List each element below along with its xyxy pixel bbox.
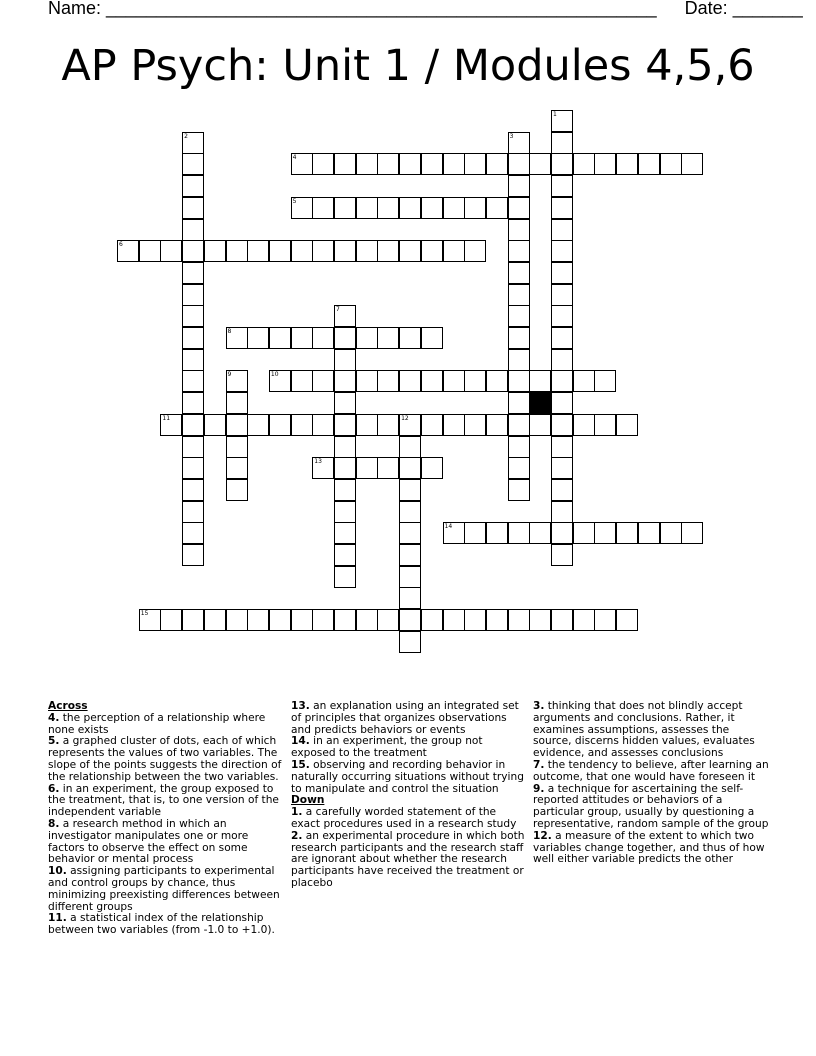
- grid-cell[interactable]: [204, 609, 226, 631]
- grid-cell[interactable]: [356, 327, 378, 349]
- grid-cell[interactable]: [182, 609, 204, 631]
- grid-cell[interactable]: [182, 327, 204, 349]
- grid-cell[interactable]: [508, 132, 530, 154]
- clue-number: 6: [119, 241, 123, 249]
- clue-text: observing and recording behavior in naturally occurring situations without trying to manipulate and control the situation: [291, 758, 524, 795]
- clue-text: in an experiment, the group exposed to the treatment, that is, to one version of the independent variable: [48, 782, 279, 819]
- grid-cell[interactable]: [551, 436, 573, 458]
- grid-cell[interactable]: [226, 436, 248, 458]
- clue-number: 13.: [291, 700, 310, 712]
- grid-cell[interactable]: [508, 327, 530, 349]
- name-label: Name:: [48, 0, 102, 18]
- grid-cell[interactable]: [399, 544, 421, 566]
- grid-cell[interactable]: [421, 197, 443, 219]
- grid-cell[interactable]: [226, 609, 248, 631]
- grid-cell[interactable]: [226, 414, 248, 436]
- grid-cell[interactable]: [356, 370, 378, 392]
- grid-cell[interactable]: [269, 240, 291, 262]
- grid-cell[interactable]: [399, 501, 421, 523]
- clue: [291, 807, 528, 831]
- grid-cell[interactable]: [182, 414, 204, 436]
- grid-cell[interactable]: [486, 197, 508, 219]
- grid-cell[interactable]: [464, 240, 486, 262]
- grid-cell[interactable]: [551, 479, 573, 501]
- grid-cell[interactable]: [573, 522, 595, 544]
- grid-cell[interactable]: [334, 392, 356, 414]
- clue-number: 7.: [533, 758, 545, 771]
- grid-cell[interactable]: [182, 544, 204, 566]
- grid-cell[interactable]: [226, 240, 248, 262]
- grid-cell[interactable]: [312, 240, 334, 262]
- grid-cell[interactable]: [312, 457, 334, 479]
- grid-cell[interactable]: [551, 370, 573, 392]
- grid-cell[interactable]: [377, 457, 399, 479]
- grid-cell[interactable]: [443, 414, 465, 436]
- clue: [533, 784, 770, 831]
- grid-cell[interactable]: [551, 392, 573, 414]
- grid-cell[interactable]: [312, 327, 334, 349]
- grid-cell[interactable]: [356, 609, 378, 631]
- date-line[interactable]: _______: [732, 0, 803, 18]
- grid-cell[interactable]: [247, 240, 269, 262]
- grid-cell[interactable]: [551, 262, 573, 284]
- grid-cell[interactable]: [486, 414, 508, 436]
- grid-cell[interactable]: [334, 153, 356, 175]
- grid-cell[interactable]: [399, 240, 421, 262]
- grid-cell[interactable]: [508, 305, 530, 327]
- grid-cell[interactable]: [334, 370, 356, 392]
- clue-text: thinking that does not blindly accept arguments and conclusions. Rather, it examines assumptions, assesses the source, discerns hidden values, evaluates evidence, and assesses conclusions: [533, 700, 755, 760]
- grid-cell[interactable]: [551, 457, 573, 479]
- grid-cell[interactable]: [139, 240, 161, 262]
- grid-cell[interactable]: [443, 522, 465, 544]
- grid-cell[interactable]: [291, 240, 313, 262]
- clue-number: 8: [227, 328, 232, 335]
- grid-cell[interactable]: [377, 327, 399, 349]
- clue-number: 5: [292, 197, 297, 205]
- grid-cell[interactable]: [182, 284, 204, 306]
- clue-number: 10: [270, 371, 279, 379]
- grid-cell[interactable]: [139, 609, 161, 631]
- grid-cell[interactable]: [464, 153, 486, 175]
- grid-cell[interactable]: [399, 522, 421, 544]
- grid-cell[interactable]: [356, 414, 378, 436]
- grid-cell[interactable]: [508, 284, 530, 306]
- grid-cell[interactable]: [334, 566, 356, 588]
- grid-cell[interactable]: [529, 609, 551, 631]
- grid-cell[interactable]: [377, 240, 399, 262]
- grid-cell[interactable]: [573, 370, 595, 392]
- grid-cell[interactable]: [182, 370, 204, 392]
- grid-cell[interactable]: [399, 370, 421, 392]
- grid-cell[interactable]: [551, 197, 573, 219]
- grid-cell[interactable]: [377, 153, 399, 175]
- grid-cell[interactable]: [334, 457, 356, 479]
- grid-cell[interactable]: [204, 240, 226, 262]
- grid-cell[interactable]: [160, 240, 182, 262]
- grid-cell[interactable]: [486, 609, 508, 631]
- grid-cell[interactable]: [182, 197, 204, 219]
- grid-cell[interactable]: [594, 414, 616, 436]
- grid-cell[interactable]: [334, 501, 356, 523]
- grid-cell[interactable]: [486, 370, 508, 392]
- grid-cell[interactable]: [508, 436, 530, 458]
- grid-cell[interactable]: [334, 522, 356, 544]
- grid-cell[interactable]: [464, 197, 486, 219]
- clue: [291, 701, 528, 736]
- grid-cell[interactable]: [594, 609, 616, 631]
- grid-cell[interactable]: [182, 219, 204, 241]
- clue-number: 14: [444, 523, 453, 531]
- grid-cell[interactable]: [291, 370, 313, 392]
- clue-number: 11.: [48, 912, 67, 925]
- grid-cell[interactable]: [399, 479, 421, 501]
- grid-cell[interactable]: [399, 197, 421, 219]
- grid-cell[interactable]: [356, 153, 378, 175]
- clue-text: the perception of a relationship where none exists: [48, 711, 266, 736]
- grid-cell[interactable]: [182, 522, 204, 544]
- grid-cell[interactable]: [529, 522, 551, 544]
- grid-cell[interactable]: [421, 457, 443, 479]
- grid-cell[interactable]: [443, 197, 465, 219]
- clue-number: 14.: [291, 735, 310, 748]
- grid-cell[interactable]: [573, 609, 595, 631]
- clue-column-3: [533, 701, 770, 866]
- grid-cell[interactable]: [226, 327, 248, 349]
- clue-number: 4.: [48, 711, 60, 724]
- grid-cell[interactable]: [399, 414, 421, 436]
- grid-cell[interactable]: [247, 609, 269, 631]
- grid-cell[interactable]: [182, 457, 204, 479]
- grid-cell[interactable]: [421, 240, 443, 262]
- grid-cell[interactable]: [334, 197, 356, 219]
- grid-cell[interactable]: [399, 566, 421, 588]
- clue-text: a statistical index of the relationship between two variables (from -1.0 to +1.0).: [48, 912, 275, 937]
- grid-cell[interactable]: [551, 522, 573, 544]
- grid-cell[interactable]: [182, 305, 204, 327]
- clue: [48, 784, 285, 819]
- clue-number: 4: [292, 154, 297, 162]
- clue-number: 1: [553, 111, 557, 118]
- grid-cell[interactable]: [182, 240, 204, 262]
- grid-cell[interactable]: [551, 349, 573, 371]
- grid-cell[interactable]: [312, 609, 334, 631]
- grid-cell[interactable]: [594, 153, 616, 175]
- grid-cell[interactable]: [529, 414, 551, 436]
- grid-cell[interactable]: [312, 370, 334, 392]
- grid-cell[interactable]: [443, 240, 465, 262]
- page-title: AP Psych: Unit 1 / Modules 4,5,6: [61, 41, 755, 91]
- grid-cell[interactable]: [291, 153, 313, 175]
- grid-cell[interactable]: [508, 414, 530, 436]
- grid-cell[interactable]: [486, 522, 508, 544]
- clue: [291, 736, 528, 760]
- grid-cell[interactable]: [681, 153, 703, 175]
- grid-cell[interactable]: [247, 327, 269, 349]
- grid-cell[interactable]: [356, 457, 378, 479]
- grid-cell[interactable]: [291, 327, 313, 349]
- clue-section-heading: Across: [48, 700, 88, 712]
- grid-cell[interactable]: [508, 175, 530, 197]
- grid-cell[interactable]: [160, 609, 182, 631]
- clue: [533, 760, 770, 784]
- clue-number: 10.: [48, 865, 67, 878]
- grid-cell[interactable]: [551, 501, 573, 523]
- clue-column-1: [48, 701, 285, 937]
- clue: [291, 831, 528, 890]
- grid-cell[interactable]: [508, 392, 530, 414]
- clue-number: 11: [162, 414, 171, 422]
- grid-cell[interactable]: [551, 240, 573, 262]
- grid-cell[interactable]: [399, 609, 421, 631]
- grid-cell[interactable]: [334, 436, 356, 458]
- grid-cell[interactable]: [334, 240, 356, 262]
- grid-cell[interactable]: [399, 457, 421, 479]
- grid-cell[interactable]: [573, 414, 595, 436]
- grid-cell[interactable]: [421, 327, 443, 349]
- grid-cell[interactable]: [551, 110, 573, 132]
- clue: [533, 831, 770, 866]
- grid-cell[interactable]: [312, 153, 334, 175]
- grid-cell[interactable]: [594, 522, 616, 544]
- grid-cell[interactable]: [616, 153, 638, 175]
- grid-cell[interactable]: [594, 370, 616, 392]
- grid-cell[interactable]: [616, 414, 638, 436]
- grid-cell[interactable]: [681, 522, 703, 544]
- grid-cell[interactable]: [551, 284, 573, 306]
- grid-cell[interactable]: [551, 175, 573, 197]
- grid-cell[interactable]: [551, 414, 573, 436]
- grid-cell[interactable]: [551, 132, 573, 154]
- grid-cell[interactable]: [377, 609, 399, 631]
- grid-cell[interactable]: [486, 153, 508, 175]
- grid-cell[interactable]: [269, 609, 291, 631]
- clue-text: a research method in which an investigator manipulates one or more factors to observe the effect on some behavior or mental process: [48, 817, 249, 866]
- grid-cell[interactable]: [551, 544, 573, 566]
- grid-cell[interactable]: [508, 197, 530, 219]
- grid-cell[interactable]: [660, 153, 682, 175]
- name-line[interactable]: _______________________________________________________: [106, 0, 657, 18]
- grid-cell[interactable]: [508, 262, 530, 284]
- grid-cell[interactable]: [269, 327, 291, 349]
- clue-number: 12.: [533, 829, 552, 842]
- grid-cell[interactable]: [182, 479, 204, 501]
- grid-cell[interactable]: [508, 370, 530, 392]
- grid-cell[interactable]: [443, 609, 465, 631]
- clue: [48, 713, 285, 737]
- grid-cell[interactable]: [291, 609, 313, 631]
- grid-cell[interactable]: [399, 327, 421, 349]
- clue-number: 13: [314, 458, 322, 466]
- grid-cell[interactable]: [182, 153, 204, 175]
- grid-cell[interactable]: [508, 609, 530, 631]
- clue-text: assigning participants to experimental and control groups by chance, thus minimizing preexisting differences between different groups: [48, 865, 280, 913]
- clue: [291, 760, 528, 795]
- clue-number: 3: [509, 132, 514, 140]
- grid-cell[interactable]: [182, 392, 204, 414]
- grid-cell[interactable]: [182, 175, 204, 197]
- grid-cell[interactable]: [508, 153, 530, 175]
- clue-text: a measure of the extent to which two variables change together, and thus of how well either variable predicts the other: [533, 829, 765, 866]
- grid-cell[interactable]: [182, 132, 204, 154]
- grid-cell[interactable]: [226, 370, 248, 392]
- clue-text: an explanation using an integrated set of principles that organizes observations and predicts behaviors or events: [291, 700, 519, 736]
- grid-cell[interactable]: [399, 631, 421, 653]
- grid-cell[interactable]: [551, 327, 573, 349]
- grid-cell[interactable]: [551, 305, 573, 327]
- grid-cell[interactable]: [226, 479, 248, 501]
- grid-cell[interactable]: [551, 609, 573, 631]
- clue-number: 7: [336, 306, 340, 314]
- grid-cell[interactable]: [464, 414, 486, 436]
- grid-cell[interactable]: [356, 240, 378, 262]
- grid-cell[interactable]: [508, 522, 530, 544]
- grid-cell[interactable]: [399, 587, 421, 609]
- clue: [48, 866, 285, 913]
- grid-cell[interactable]: [508, 219, 530, 241]
- clue-number: 15: [140, 610, 149, 618]
- grid-cell[interactable]: [443, 153, 465, 175]
- grid-cell[interactable]: [529, 153, 551, 175]
- clue: [48, 819, 285, 866]
- grid-cell[interactable]: [247, 414, 269, 436]
- grid-cell[interactable]: [312, 414, 334, 436]
- clue-number: 6.: [48, 782, 60, 795]
- grid-black-square: [529, 392, 551, 414]
- grid-cell[interactable]: [182, 501, 204, 523]
- grid-cell[interactable]: [269, 370, 291, 392]
- clue-text: the tendency to believe, after learning an outcome, that one would have foreseen it: [533, 758, 769, 783]
- grid-cell[interactable]: [421, 414, 443, 436]
- grid-cell[interactable]: [334, 327, 356, 349]
- grid-cell[interactable]: [399, 153, 421, 175]
- grid-cell[interactable]: [334, 609, 356, 631]
- grid-cell[interactable]: [291, 197, 313, 219]
- grid-cell[interactable]: [421, 609, 443, 631]
- grid-cell[interactable]: [356, 197, 378, 219]
- clue: [48, 913, 285, 937]
- clue-text: a technique for ascertaining the self-reported attitudes or behaviors of a particular group, usually by questioning a representative, random sample of the group: [533, 782, 769, 830]
- grid-cell[interactable]: [399, 436, 421, 458]
- grid-cell[interactable]: [182, 436, 204, 458]
- grid-cell[interactable]: [312, 197, 334, 219]
- grid-cell[interactable]: [377, 414, 399, 436]
- grid-cell[interactable]: [508, 457, 530, 479]
- grid-cell[interactable]: [226, 457, 248, 479]
- grid-cell[interactable]: [226, 392, 248, 414]
- clue-number: 12: [401, 414, 409, 422]
- grid-cell[interactable]: [269, 414, 291, 436]
- grid-cell[interactable]: [291, 414, 313, 436]
- clue-number: 9.: [533, 782, 545, 795]
- date-label: Date:: [684, 0, 728, 18]
- grid-cell[interactable]: [334, 544, 356, 566]
- grid-cell[interactable]: [638, 522, 660, 544]
- clue-text: a carefully worded statement of the exact procedures used in a research study: [291, 806, 517, 830]
- grid-cell[interactable]: [117, 240, 139, 262]
- grid-cell[interactable]: [616, 522, 638, 544]
- clue-text: in an experiment, the group not exposed to the treatment: [291, 735, 483, 760]
- grid-cell[interactable]: [421, 153, 443, 175]
- grid-cell[interactable]: [660, 522, 682, 544]
- grid-cell[interactable]: [334, 414, 356, 436]
- grid-cell[interactable]: [616, 609, 638, 631]
- grid-cell[interactable]: [551, 153, 573, 175]
- grid-cell[interactable]: [464, 609, 486, 631]
- grid-cell[interactable]: [377, 370, 399, 392]
- grid-cell[interactable]: [508, 349, 530, 371]
- clue: [48, 736, 285, 783]
- grid-cell[interactable]: [573, 153, 595, 175]
- grid-cell[interactable]: [529, 370, 551, 392]
- grid-cell[interactable]: [421, 370, 443, 392]
- grid-cell[interactable]: [464, 522, 486, 544]
- grid-cell[interactable]: [334, 479, 356, 501]
- clue-number: 2: [184, 132, 188, 140]
- clue-column-2: [291, 701, 528, 890]
- clue-number: 5.: [48, 735, 60, 748]
- clue-number: 3.: [533, 700, 545, 712]
- grid-cell[interactable]: [551, 219, 573, 241]
- clue-number: 8.: [48, 817, 60, 830]
- grid-cell[interactable]: [443, 370, 465, 392]
- clue-text: an experimental procedure in which both research participants and the research staff are ignorant about whether the research participants have received the treatment or placebo: [291, 829, 525, 889]
- grid-cell[interactable]: [334, 305, 356, 327]
- grid-cell[interactable]: [508, 240, 530, 262]
- clue-number: 15.: [291, 758, 310, 771]
- grid-cell[interactable]: [204, 414, 226, 436]
- clue: [533, 701, 770, 760]
- grid-cell[interactable]: [334, 349, 356, 371]
- grid-cell[interactable]: [182, 349, 204, 371]
- clue-number: 9: [227, 371, 232, 379]
- grid-cell[interactable]: [464, 370, 486, 392]
- grid-cell[interactable]: [182, 262, 204, 284]
- grid-cell[interactable]: [377, 197, 399, 219]
- clue-number: 2.: [291, 829, 303, 842]
- grid-cell[interactable]: [160, 414, 182, 436]
- grid-cell[interactable]: [508, 479, 530, 501]
- clue-section-heading: Down: [291, 794, 325, 807]
- grid-cell[interactable]: [638, 153, 660, 175]
- clue-text: a graphed cluster of dots, each of which represents the values of two variables. The slope of the points suggests the direction of the relationship between the two variables.: [48, 735, 282, 783]
- clue-number: 1.: [291, 806, 303, 819]
